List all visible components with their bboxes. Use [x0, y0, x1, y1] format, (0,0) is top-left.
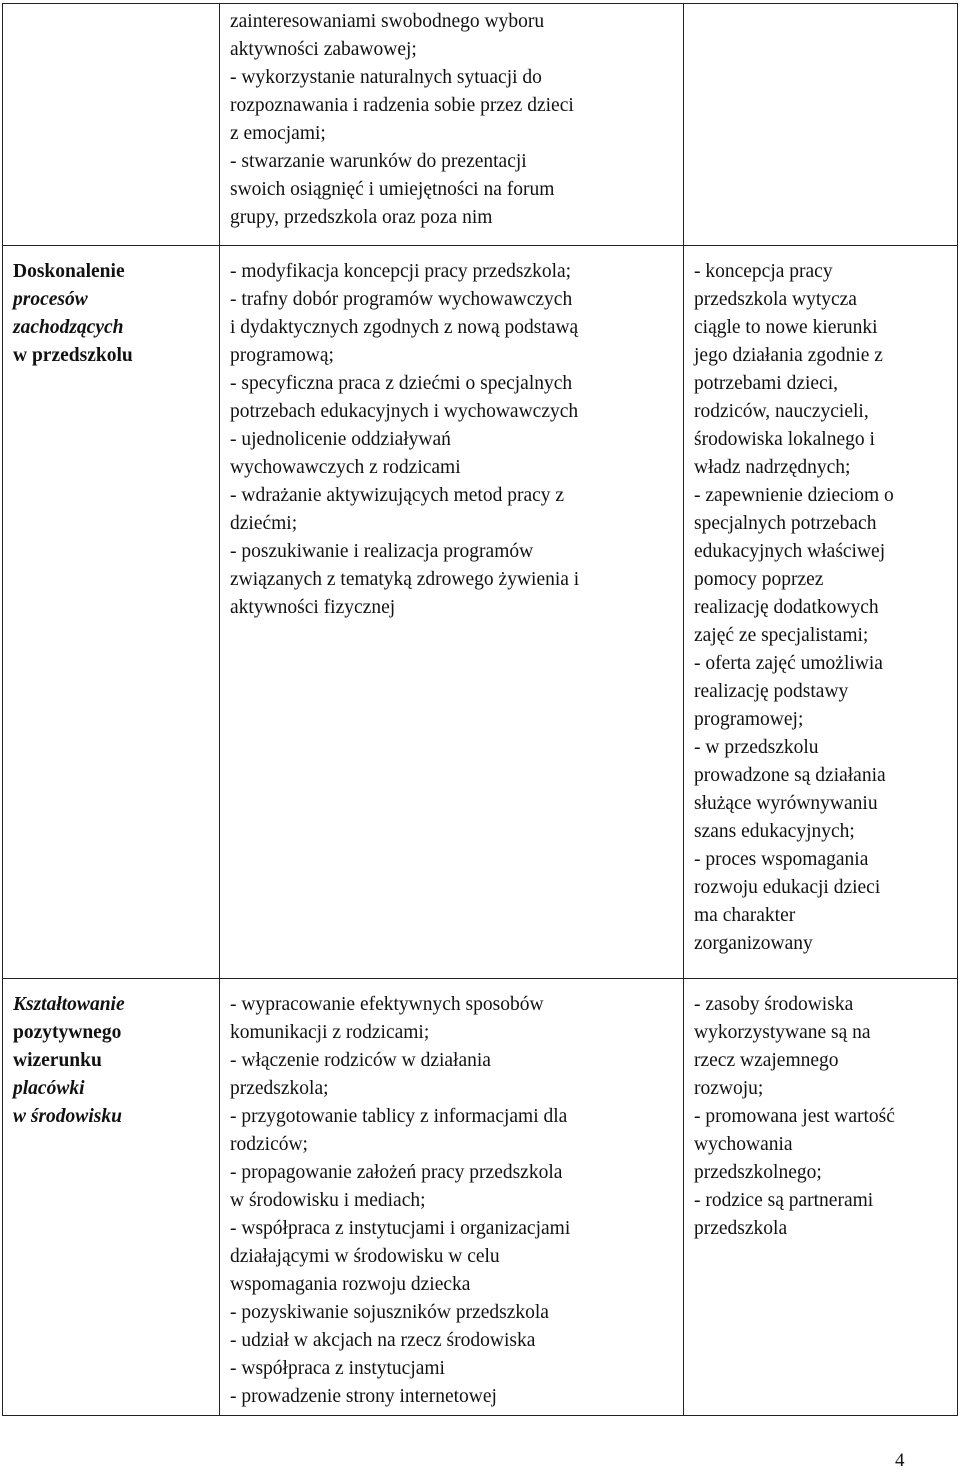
effect-line: - oferta zajęć umożliwia: [694, 653, 883, 674]
task-line: - ujednolicenie oddziaływań: [230, 429, 451, 450]
task-line: - modyfikacja koncepcji pracy przedszkola;: [230, 261, 572, 282]
effect-line: wychowania: [694, 1134, 793, 1155]
effect-line: przedszkolnego;: [694, 1162, 822, 1183]
task-line: rozpoznawania i radzenia sobie przez dzieci: [230, 95, 574, 116]
task-line: - wdrażanie aktywizujących metod pracy z: [230, 485, 565, 506]
effect-line: rozwoju;: [694, 1078, 764, 1099]
task-line: - specyficzna praca z dziećmi o specjalnych: [230, 373, 573, 394]
task-line: aktywności zabawowej;: [230, 39, 417, 60]
effects-cell: [684, 979, 958, 1416]
effect-line: szans edukacyjnych;: [694, 821, 855, 842]
effect-line: rzecz wzajemnego: [694, 1050, 839, 1071]
task-line: związanych z tematyką zdrowego żywienia i: [230, 569, 580, 590]
task-line: - poszukiwanie i realizacja programów: [230, 541, 534, 562]
task-line: - wypracowanie efektywnych sposobów: [230, 994, 544, 1015]
task-line: wychowawczych z rodzicami: [230, 457, 461, 478]
task-line: w środowisku i mediach;: [230, 1190, 426, 1211]
task-line: - trafny dobór programów wychowawczych: [230, 289, 573, 310]
effect-line: potrzebami dzieci,: [694, 373, 839, 394]
table-row: [3, 979, 958, 1416]
effect-line: - zasoby środowiska: [694, 994, 854, 1015]
task-line: - pozyskiwanie sojuszników przedszkola: [230, 1302, 549, 1323]
heading-line: w przedszkolu: [13, 345, 133, 366]
effect-line: realizację podstawy: [694, 681, 849, 702]
tasks-cell: [220, 979, 684, 1416]
heading-line: zachodzących: [13, 317, 124, 338]
task-line: - prowadzenie strony internetowej: [230, 1386, 497, 1407]
heading-line: pozytywnego: [13, 1022, 122, 1043]
plan-table: [2, 3, 958, 1416]
task-line: swoich osiągnięć i umiejętności na forum: [230, 179, 555, 200]
heading-line: placówki: [13, 1078, 85, 1099]
effect-line: - zapewnienie dzieciom o: [694, 485, 894, 506]
effect-line: realizację dodatkowych: [694, 597, 879, 618]
effect-line: zajęć ze specjalistami;: [694, 625, 869, 646]
heading-line: wizerunku: [13, 1050, 102, 1071]
heading-line: procesów: [13, 289, 88, 310]
effect-line: programowej;: [694, 709, 804, 730]
effect-line: - promowana jest wartość: [694, 1106, 895, 1127]
task-line: - stwarzanie warunków do prezentacji: [230, 151, 527, 172]
task-line: zainteresowaniami swobodnego wyboru: [230, 11, 545, 32]
task-line: wspomagania rozwoju dziecka: [230, 1274, 471, 1295]
task-line: i dydaktycznych zgodnych z nową podstawą: [230, 317, 579, 338]
task-line: przedszkola;: [230, 1078, 329, 1099]
task-line: komunikacji z rodzicami;: [230, 1022, 430, 1043]
task-line: - przygotowanie tablicy z informacjami dla: [230, 1106, 568, 1127]
effect-line: prowadzone są działania: [694, 765, 886, 786]
effect-line: ma charakter: [694, 905, 796, 926]
effect-line: wykorzystywane są na: [694, 1022, 871, 1043]
effect-line: przedszkola wytycza: [694, 289, 857, 310]
effect-line: rodziców, nauczycieli,: [694, 401, 869, 422]
effect-line: rozwoju edukacji dzieci: [694, 877, 881, 898]
area-cell: [3, 979, 220, 1416]
task-line: - włączenie rodziców w działania: [230, 1050, 491, 1071]
task-line: - współpraca z instytucjami: [230, 1358, 445, 1379]
task-line: - wykorzystanie naturalnych sytuacji do: [230, 67, 542, 88]
effect-line: przedszkola: [694, 1218, 788, 1239]
page-number: 4: [895, 1450, 905, 1471]
task-line: - współpraca z instytucjami i organizacjami: [230, 1218, 571, 1239]
effect-line: służące wyrównywaniu: [694, 793, 878, 814]
task-line: - udział w akcjach na rzecz środowiska: [230, 1330, 536, 1351]
task-line: potrzebach edukacyjnych i wychowawczych: [230, 401, 579, 422]
effect-line: - w przedszkolu: [694, 737, 819, 758]
task-line: programową;: [230, 345, 334, 366]
effects-cell: [684, 4, 958, 246]
task-line: działającymi w środowisku w celu: [230, 1246, 500, 1267]
effect-line: edukacyjnych właściwej: [694, 541, 886, 562]
effect-line: - rodzice są partnerami: [694, 1190, 874, 1211]
heading-line: Kształtowanie: [13, 994, 125, 1015]
table-row: [3, 4, 958, 246]
task-line: - propagowanie założeń pracy przedszkola: [230, 1162, 563, 1183]
task-line: rodziców;: [230, 1134, 308, 1155]
area-cell: [3, 246, 220, 979]
area-cell: [3, 4, 220, 246]
task-line: grupy, przedszkola oraz poza nim: [230, 207, 493, 228]
heading-line: Doskonalenie: [13, 261, 125, 282]
task-line: z emocjami;: [230, 123, 326, 144]
effect-line: - koncepcja pracy: [694, 261, 833, 282]
effect-line: - proces wspomagania: [694, 849, 869, 870]
tasks-cell: [220, 4, 684, 246]
effects-cell: [684, 246, 958, 979]
effect-line: pomocy poprzez: [694, 569, 824, 590]
heading-line: w środowisku: [13, 1106, 122, 1127]
task-line: aktywności fizycznej: [230, 597, 396, 618]
effect-line: ciągle to nowe kierunki: [694, 317, 878, 338]
table-row: [3, 246, 958, 979]
effect-line: jego działania zgodnie z: [694, 345, 883, 366]
effect-line: środowiska lokalnego i: [694, 429, 875, 450]
task-line: dziećmi;: [230, 513, 298, 534]
effect-line: władz nadrzędnych;: [694, 457, 851, 478]
effect-line: specjalnych potrzebach: [694, 513, 877, 534]
effect-line: zorganizowany: [694, 933, 813, 954]
tasks-cell: [220, 246, 684, 979]
